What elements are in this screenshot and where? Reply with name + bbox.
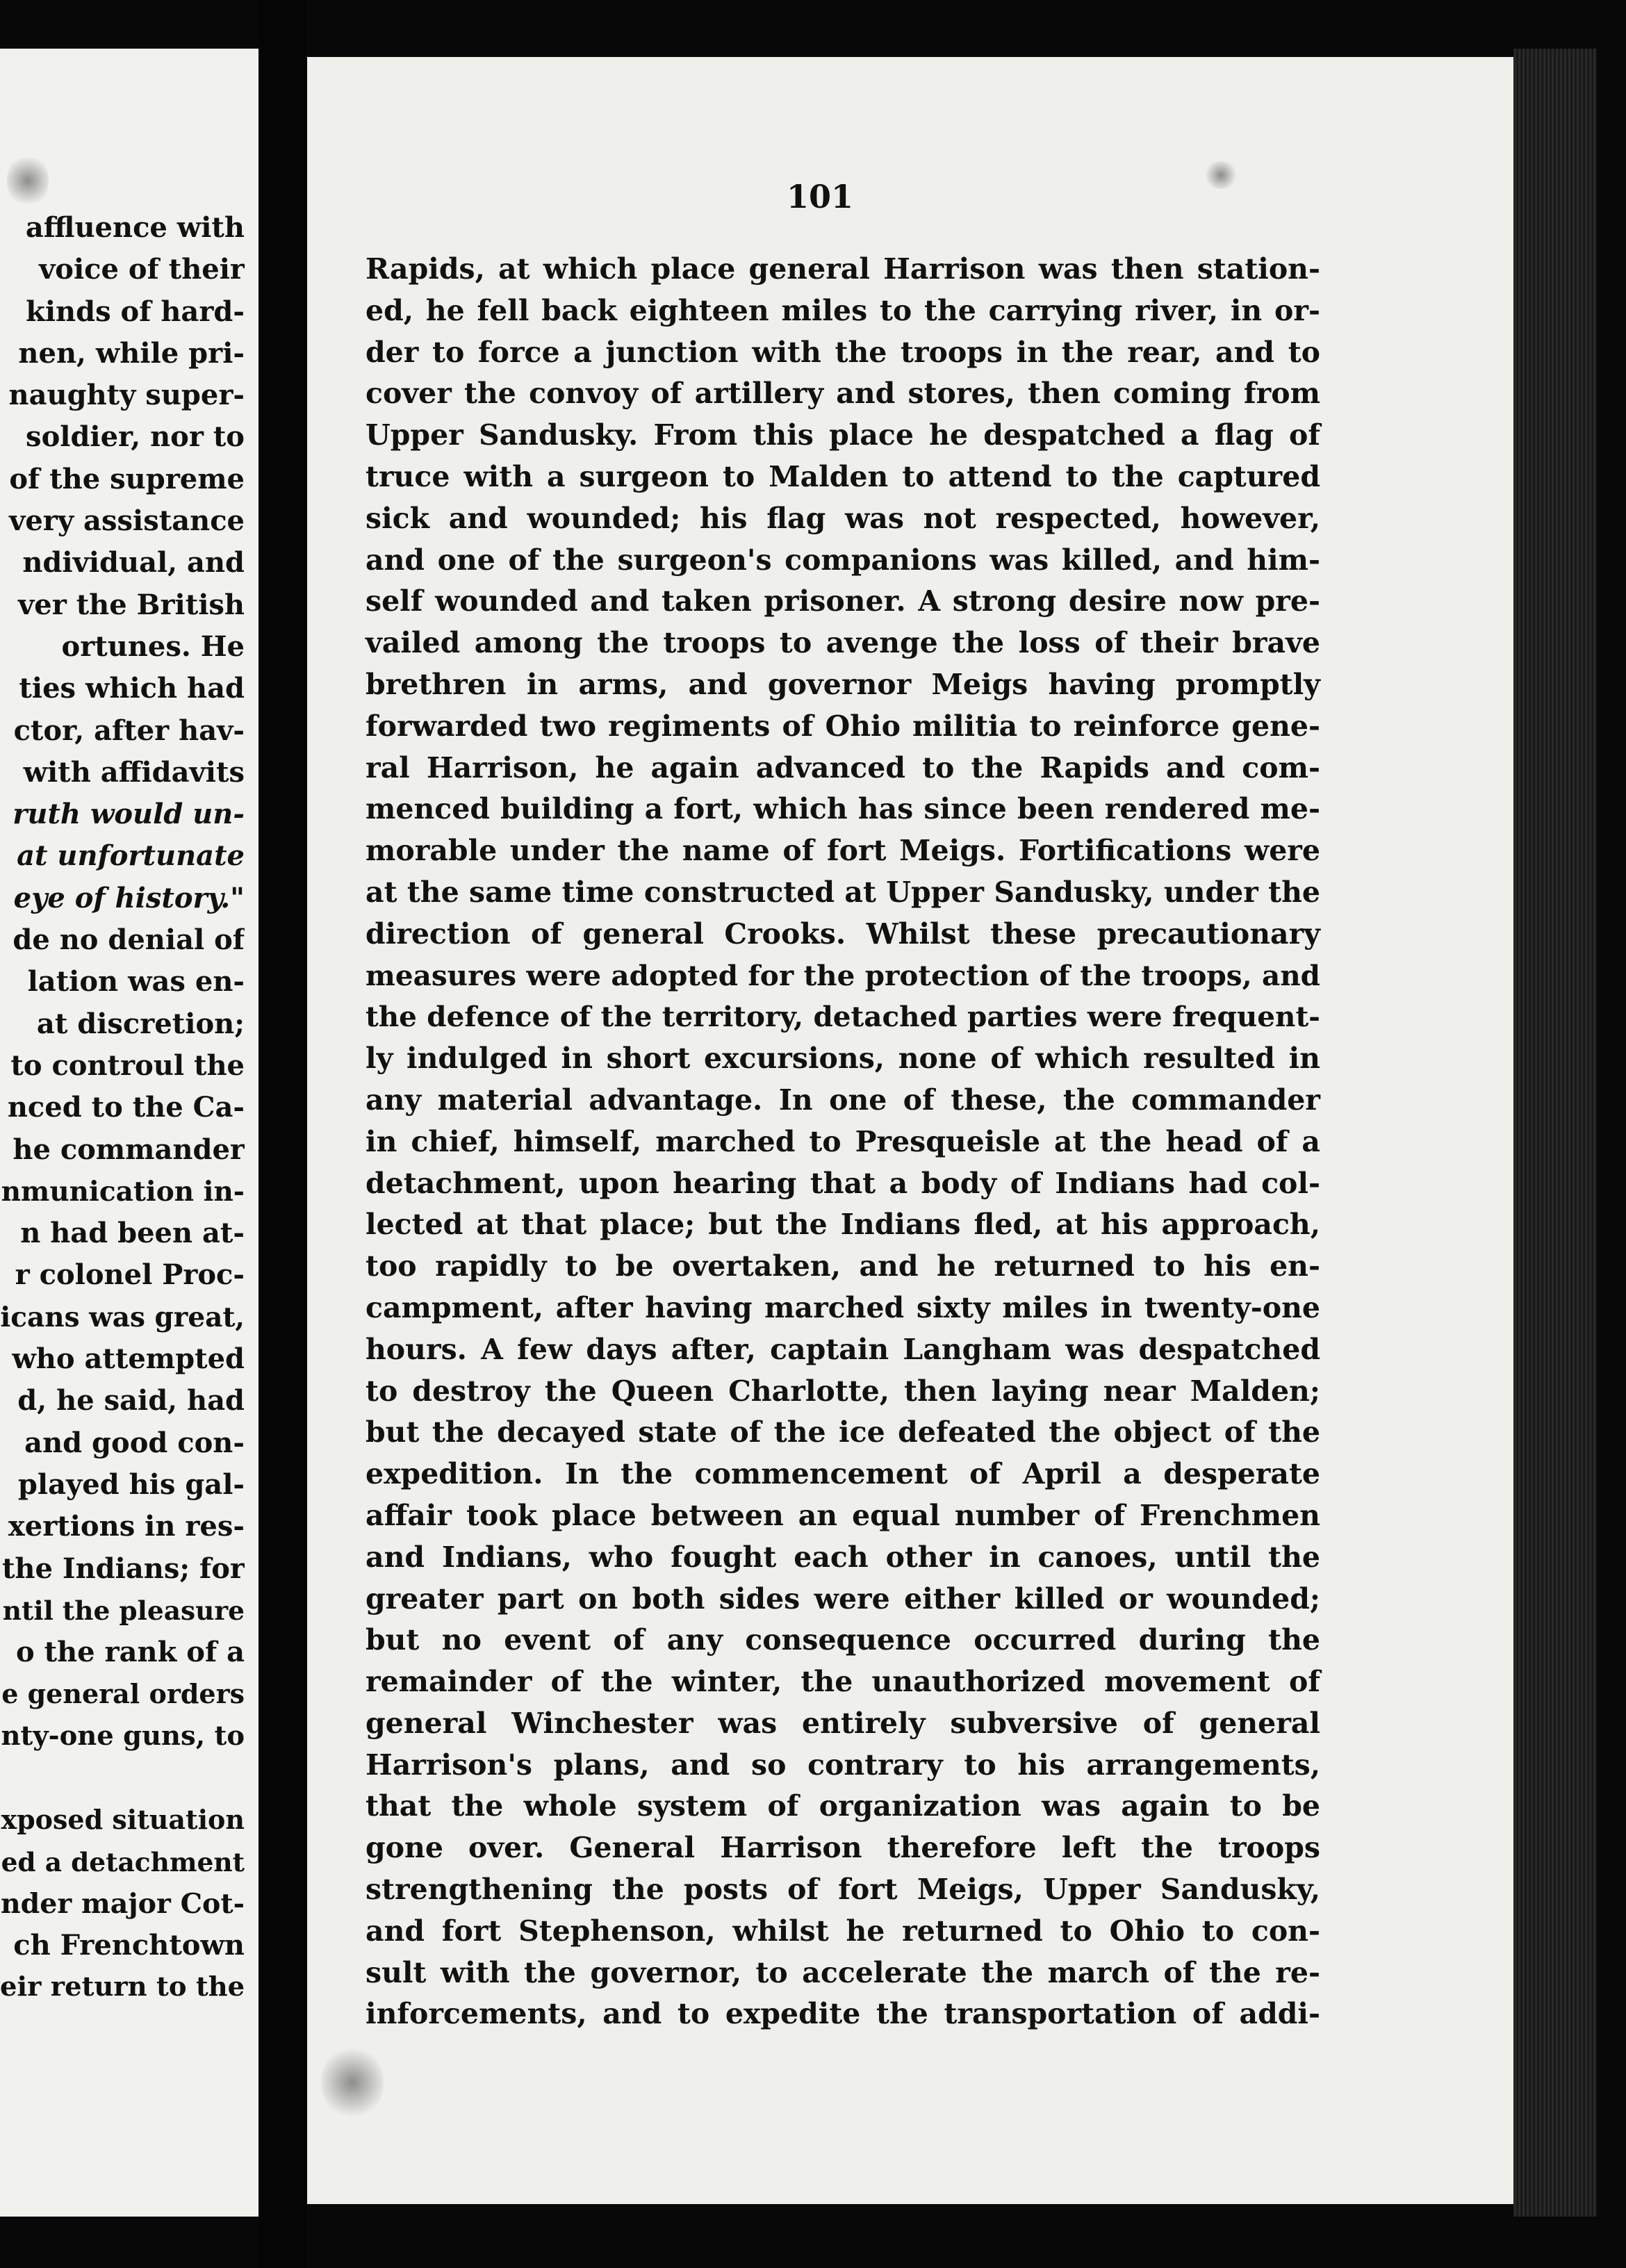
left-page-line [0,1757,245,1799]
text-line: vailed among the troops to avenge the loss of their brave [366,626,1320,660]
left-page-line: at unfortunate [17,839,245,873]
left-page-line: xertions in res- [8,1510,245,1543]
left-page-line: n had been at- [20,1217,245,1250]
text-line: sult with the governor, to accelerate the march of the re- [366,1955,1320,1989]
text-line: remainder of the winter, the unauthorized movement of [366,1665,1320,1699]
ink-smudge [7,153,49,208]
text-line: campment, after having marched sixty miles in twenty-one [366,1290,1320,1324]
left-page-line: de no denial of [13,923,245,957]
text-line: Upper Sandusky. From this place he despatched a flag of [366,418,1320,452]
text-line: and one of the surgeon's companions was killed, and him- [366,543,1320,577]
left-page-line: e general orders [1,1678,245,1710]
ink-smudge [1204,161,1238,189]
left-page-line: very assistance [9,504,245,538]
text-line: hours. A few days after, captain Langham was despatched [366,1332,1320,1366]
left-page-line: nder major Cot- [0,1887,245,1920]
text-line: in chief, himself, marched to Presqueisle at the head of a [366,1124,1320,1158]
left-page-line: he commander [13,1133,245,1166]
text-line: ed, he fell back eighteen miles to the carrying river, in or- [366,293,1320,327]
text-line: and fort Stephenson, whilst he returned to Ohio to con- [366,1914,1320,1948]
text-line: morable under the name of fort Meigs. Fortifications were [366,834,1320,868]
text-line: ral Harrison, he again advanced to the Rapids and com- [366,750,1320,784]
left-page-line: with affidavits [23,755,245,789]
text-line: to destroy the Queen Charlotte, then laying near Malden; [366,1374,1320,1408]
left-page-line: voice of their [39,253,245,286]
left-page-line: r colonel Proc- [15,1258,245,1292]
text-line: that the whole system of organization was again to be [366,1789,1320,1823]
left-page-line: ctor, after hav- [13,714,245,747]
text-line: general Winchester was entirely subversive of general [366,1706,1320,1740]
text-line: der to force a junction with the troops in the rear, and to [366,335,1320,369]
text-line: but the decayed state of the ice defeated the object of the [366,1415,1320,1449]
text-line: lected at that place; but the Indians fled, at his approach, [366,1208,1320,1242]
left-page-line: ruth would un- [13,798,245,831]
page-edges [1513,49,1597,2217]
left-page-line: ortunes. He [61,630,245,663]
text-line: inforcements, and to expedite the transportation of addi- [366,1997,1320,2031]
text-line: but no event of any consequence occurred during the [366,1623,1320,1657]
text-line: cover the convoy of artillery and stores, then coming from [366,377,1320,411]
text-line: too rapidly to be overtaken, and he returned to his en- [366,1249,1320,1283]
left-page-line: and good con- [24,1426,245,1459]
left-facing-page [0,49,258,2217]
text-line: ly indulged in short excursions, none of which resulted in [366,1042,1320,1076]
left-page-text [0,207,250,2009]
text-line: measures were adopted for the protection of the troops, and [366,958,1320,992]
left-page-line: lation was en- [27,965,245,999]
left-page-line: nced to the Ca- [7,1091,245,1124]
text-line: direction of general Crooks. Whilst these precautionary [366,917,1320,951]
left-page-line: affluence with [25,211,245,244]
text-line: any material advantage. In one of these, the commander [366,1083,1320,1117]
left-page-line: nty-one guns, to [1,1720,245,1752]
left-page-line: of the supreme [9,462,245,495]
ink-smudge [321,2044,384,2121]
left-page-line: nmunication in- [1,1175,245,1208]
text-line: gone over. General Harrison therefore left the troops [366,1831,1320,1865]
left-page-line: d, he said, had [17,1384,245,1418]
book-gutter [258,0,307,2268]
text-line: Harrison's plans, and so contrary to his arrangements, [366,1748,1320,1782]
text-line: expedition. In the commencement of April a desperate [366,1457,1320,1491]
text-line: the defence of the territory, detached parties were frequent- [366,1000,1320,1034]
text-line: greater part on both sides were either killed or wounded; [366,1581,1320,1616]
left-page-line: ties which had [19,672,245,705]
text-line: affair took place between an equal number of Frenchmen [366,1498,1320,1532]
text-line: at the same time constructed at Upper Sandusky, under the [366,875,1320,909]
left-page-line: ndividual, and [22,546,245,580]
left-page-line: xposed situation [1,1804,245,1836]
text-line: forwarded two regiments of Ohio militia to reinforce gene- [366,709,1320,743]
text-line: detachment, upon hearing that a body of Indians had col- [366,1166,1320,1200]
left-page-line: kinds of hard- [26,295,245,328]
left-page-line: eye of history." [13,881,245,914]
left-page-line: ver the British [18,588,245,621]
body-text [366,249,1320,2035]
text-line: self wounded and taken prisoner. A strong desire now pre- [366,584,1320,618]
left-page-line: who attempted [12,1342,245,1376]
text-line: and Indians, who fought each other in canoes, until the [366,1540,1320,1574]
left-page-line: to controul the [10,1049,245,1082]
page-number: 101 [786,178,854,215]
text-line: brethren in arms, and governor Meigs having promptly [366,667,1320,701]
text-line: truce with a surgeon to Malden to attend to the captured [366,459,1320,493]
left-page-line: eir return to the [0,1971,245,2003]
left-page-line: at discretion; [36,1007,245,1040]
left-page-line: ntil the pleasure [2,1595,245,1626]
left-page-line: nen, while pri- [18,336,245,370]
left-page-line: naughty super- [8,379,245,412]
left-page-line: soldier, nor to [26,420,245,454]
left-page-line: played his gal- [17,1468,245,1501]
left-page-line: ch Frenchtown [13,1929,245,1962]
left-page-line: icans was great, [0,1301,245,1333]
left-page-line: ed a detachment [1,1846,245,1877]
text-line: Rapids, at which place general Harrison was then station- [366,252,1320,286]
left-page-line: the Indians; for [1,1552,245,1585]
text-line: menced building a fort, which has since been rendered me- [366,792,1320,826]
text-line: strengthening the posts of fort Meigs, Upper Sandusky, [366,1873,1320,1907]
text-line: sick and wounded; his flag was not respected, however, [366,501,1320,535]
left-page-line: o the rank of a [16,1636,245,1669]
